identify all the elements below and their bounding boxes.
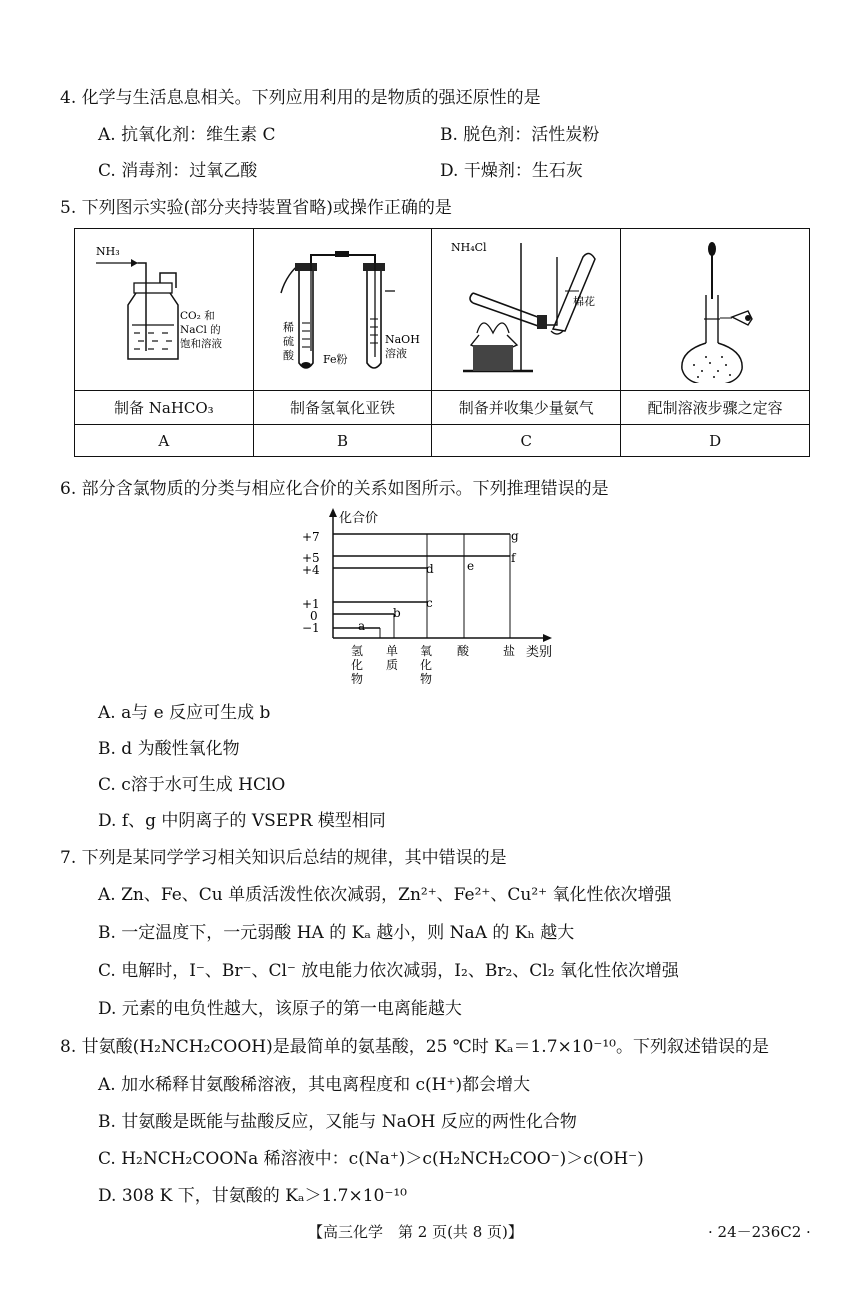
q4-option-a: A. 抗氧化剂：维生素 C: [98, 125, 276, 145]
xcat-hydride-2: 化: [351, 658, 364, 672]
dilute-sulfuric-label-3: 酸: [282, 348, 294, 362]
xcat-oxide-2: 化: [420, 658, 433, 672]
xcat-element-2: 质: [386, 658, 399, 672]
y-axis-label: 化合价: [339, 511, 379, 526]
ferrous-hydroxide-apparatus-figure: [255, 233, 431, 383]
point-a: a: [358, 619, 366, 633]
ytick-minus1: −1: [302, 621, 320, 635]
page-code: · 24－236C2 ·: [708, 1223, 811, 1241]
q6-option-d: D. f、g 中阴离子的 VSEPR 模型相同: [98, 811, 386, 831]
point-e: e: [467, 559, 475, 573]
q7-option-d: D. 元素的电负性越大，该原子的第一电离能越大: [98, 999, 462, 1019]
q8-option-c: C. H₂NCH₂COONa 稀溶液中：c(Na⁺)＞c(H₂NCH₂COO⁻)＞c(OH⁻): [98, 1149, 644, 1169]
caption-d: 配制溶液步骤之定容: [621, 391, 810, 425]
q4-option-b: B. 脱色剂：活性炭粉: [440, 125, 600, 145]
volumetric-flask-figure: [622, 233, 808, 383]
letter-d: D: [621, 425, 810, 457]
caption-a: 制备 NaHCO₃: [75, 391, 254, 425]
xcat-oxide-3: 物: [420, 672, 433, 686]
cotton-label: 棉花: [573, 294, 596, 308]
ytick-plus5: +5: [302, 551, 320, 565]
letter-a: A: [75, 425, 254, 457]
ytick-plus1: +1: [302, 597, 320, 611]
ammonia-collection-figure: [433, 233, 619, 383]
q7-stem: 7. 下列是某同学学习相关知识后总结的规律，其中错误的是: [60, 848, 507, 868]
figure-c-cell: [432, 229, 621, 391]
iron-powder-label: Fe粉: [322, 352, 348, 366]
q4-option-c: C. 消毒剂：过氧乙酸: [98, 161, 258, 181]
nh3-label: NH₃: [95, 244, 120, 258]
q4-stem: 4. 化学与生活息息相关。下列应用利用的是物质的强还原性的是: [60, 88, 541, 108]
dilute-sulfuric-label-1: 稀: [282, 320, 294, 334]
q5-stem: 5. 下列图示实验(部分夹持装置省略)或操作正确的是: [60, 198, 452, 218]
nh4cl-label: NH₄Cl: [451, 240, 487, 254]
xcat-element-1: 单: [386, 644, 399, 658]
q8-option-a: A. 加水稀释甘氨酸稀溶液，其电离程度和 c(H⁺)都会增大: [98, 1075, 531, 1095]
naoh-label-1: NaOH: [384, 332, 420, 346]
point-g: g: [511, 529, 519, 543]
ytick-plus7: +7: [302, 530, 320, 544]
figure-d-cell: [621, 229, 810, 391]
y-axis-arrow-icon: [329, 508, 337, 517]
q6-option-b: B. d 为酸性氧化物: [98, 739, 240, 759]
figure-b-cell: [253, 229, 432, 391]
point-d: d: [426, 562, 434, 576]
co2-nacl-label-2: NaCl 的: [179, 323, 221, 336]
q7-option-c: C. 电解时，I⁻、Br⁻、Cl⁻ 放电能力依次减弱，I₂、Br₂、Cl₂ 氧化性依次增强: [98, 961, 679, 981]
point-b: b: [393, 606, 401, 620]
xcat-acid: 酸: [457, 644, 470, 658]
q7-option-b: B. 一定温度下，一元弱酸 HA 的 Kₐ 越小，则 NaA 的 Kₕ 越大: [98, 923, 575, 943]
gas-washing-bottle-figure: [76, 233, 252, 383]
q6-option-c: C. c溶于水可生成 HClO: [98, 775, 286, 795]
page-footer: 【高三化学 第 2 页(共 8 页)】: [308, 1223, 523, 1241]
q8-option-d: D. 308 K 下，甘氨酸的 Kₐ＞1.7×10⁻¹⁰: [98, 1186, 407, 1206]
q8-option-b: B. 甘氨酸是既能与盐酸反应，又能与 NaOH 反应的两性化合物: [98, 1112, 577, 1132]
q4-option-d: D. 干燥剂：生石灰: [440, 161, 583, 181]
dilute-sulfuric-label-2: 硫: [282, 334, 294, 348]
ytick-plus4: +4: [302, 563, 320, 577]
q6-option-a: A. a与 e 反应可生成 b: [98, 703, 271, 723]
x-axis-arrow-icon: [543, 634, 552, 642]
point-c: c: [426, 596, 433, 610]
figure-a-cell: [75, 229, 254, 391]
q7-option-a: A. Zn、Fe、Cu 单质活泼性依次减弱，Zn²⁺、Fe²⁺、Cu²⁺ 氧化性依次增强: [98, 885, 672, 905]
co2-nacl-label-1: CO₂ 和: [179, 309, 215, 322]
co2-nacl-label-3: 饱和溶液: [179, 337, 222, 350]
letter-b: B: [253, 425, 432, 457]
ytick-zero: 0: [310, 609, 318, 623]
q5-experiment-table: [74, 228, 810, 457]
caption-c: 制备并收集少量氨气: [432, 391, 621, 425]
q8-stem: 8. 甘氨酸(H₂NCH₂COOH)是最简单的氨基酸，25 ℃时 Kₐ＝1.7×10⁻¹⁰。下列叙述错误的是: [60, 1037, 769, 1057]
x-axis-label: 类别: [526, 645, 553, 660]
xcat-hydride-3: 物: [351, 672, 364, 686]
naoh-label-2: 溶液: [384, 346, 407, 360]
chlorine-valence-chart: [296, 504, 566, 690]
q6-stem: 6. 部分含氯物质的分类与相应化合价的关系如图所示。下列推理错误的是: [60, 479, 609, 499]
caption-b: 制备氢氧化亚铁: [253, 391, 432, 425]
point-f: f: [511, 551, 516, 565]
xcat-hydride-1: 氢: [351, 644, 364, 658]
letter-c: C: [432, 425, 621, 457]
xcat-salt: 盐: [503, 644, 516, 658]
xcat-oxide-1: 氧: [420, 644, 433, 658]
